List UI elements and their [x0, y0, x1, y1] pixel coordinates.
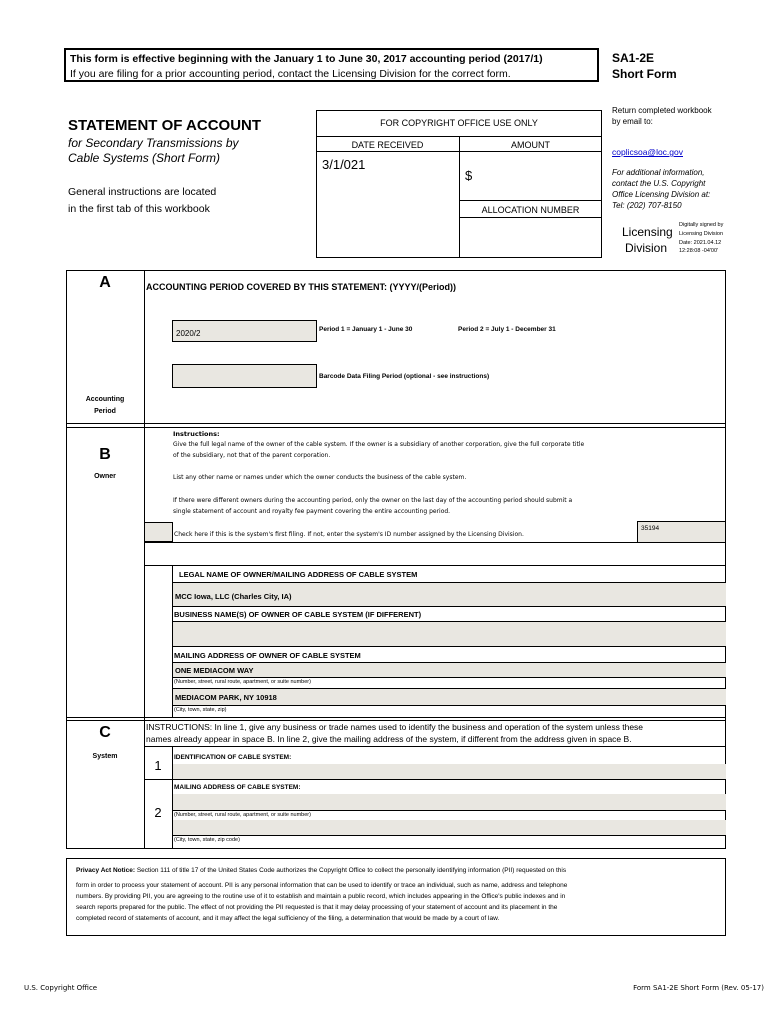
section-a-letter: A — [99, 274, 111, 291]
system-identification-field[interactable] — [173, 764, 726, 779]
mailing-line-1-field[interactable] — [173, 663, 726, 677]
signature-detail-3: Date: 2021.04.12 — [679, 240, 722, 246]
form-name: Short Form — [612, 67, 677, 81]
signature-name-1: Licensing — [622, 225, 673, 239]
form-code: SA1-2E — [612, 51, 655, 65]
system-mailing-line-1-field[interactable] — [173, 794, 726, 810]
signature-detail-2: Licensing Division — [679, 231, 724, 237]
page-subtitle-2: Cable Systems (Short Form) — [68, 151, 221, 165]
business-names-field[interactable] — [173, 622, 726, 646]
amount-value[interactable]: $ — [465, 168, 473, 183]
system-identification-label: IDENTIFICATION OF CABLE SYSTEM: — [174, 754, 292, 761]
mailing-line-2-value: MEDIACOM PARK, NY 10918 — [175, 693, 277, 702]
footer-right: Form SA1-2E Short Form (Rev. 05-17) — [633, 984, 764, 992]
owner-instruction-3a: If there were different owners during the accounting period, only the owner on the last day of the accounting period should submit a — [173, 497, 573, 504]
section-a-label-1: Accounting — [85, 396, 125, 403]
contact-info-1: For additional information, — [612, 168, 705, 177]
system-id-field[interactable] — [637, 521, 726, 543]
mailing-address-label: MAILING ADDRESS OF OWNER OF CABLE SYSTEM — [174, 651, 361, 660]
allocation-number-label: ALLOCATION NUMBER — [481, 205, 580, 215]
privacy-notice-line-2: form in order to process your statement of account. PII is any personal information that can be used to identify or trace an individual, such as name, address and telephone — [76, 882, 568, 889]
signature-name-2: Division — [625, 241, 668, 255]
signature-detail-1: Digitally signed by — [679, 222, 724, 228]
legal-name-header: LEGAL NAME OF OWNER/MAILING ADDRESS OF CABLE SYSTEM — [179, 570, 418, 579]
system-id-value: 35194 — [641, 525, 660, 532]
mailing-line-1-value: ONE MEDIACOM WAY — [175, 666, 254, 675]
privacy-notice-line-5: completed record of statements of account, and it may affect the legal sufficiency of the filing, a determination that would be made by a court of law. — [76, 915, 500, 922]
legal-name-field[interactable] — [173, 583, 726, 606]
section-b-letter: B — [99, 446, 111, 463]
owner-instruction-1a: Give the full legal name of the owner of the cable system. If the owner is a subsidiary of another corporation, give the full corporate title — [173, 441, 585, 448]
system-line-1-number: 1 — [154, 758, 162, 773]
office-use-header: FOR COPYRIGHT OFFICE USE ONLY — [380, 118, 538, 128]
owner-instruction-3b: single statement of account and royalty fee payment covering the entire accounting period. — [173, 508, 451, 515]
page-title: STATEMENT OF ACCOUNT — [68, 117, 262, 134]
return-note-1: Return completed workbook — [612, 106, 712, 115]
instructions-note-2: in the first tab of this workbook — [68, 203, 210, 215]
privacy-notice-line-1: Section 111 of title 17 of the United States Code authorizes the Copyright Office to collect the personally identifying information (PII) requested on this — [135, 867, 567, 874]
period-1-note: Period 1 = January 1 - June 30 — [319, 326, 413, 333]
accounting-period-field[interactable] — [172, 320, 317, 342]
return-note-2: by email to: — [612, 117, 653, 126]
page-subtitle-1: for Secondary Transmissions by — [68, 136, 239, 150]
owner-instructions-title: Instructions: — [173, 430, 220, 438]
system-instructions-a: INSTRUCTIONS: In line 1, give any business or trade names used to identify the business and operation of the system unless these — [146, 722, 644, 732]
instructions-note-1: General instructions are located — [68, 186, 217, 198]
privacy-notice — [66, 858, 726, 936]
email-link[interactable]: coplicsoa@loc.gov — [612, 147, 683, 157]
system-mailing-label: MAILING ADDRESS OF CABLE SYSTEM: — [174, 784, 301, 791]
period-2-note: Period 2 = July 1 - December 31 — [458, 326, 556, 333]
signature-block — [622, 222, 742, 262]
first-filing-checkbox[interactable] — [144, 522, 173, 542]
contact-info-3: Office Licensing Division at: — [612, 190, 711, 199]
business-names-label: BUSINESS NAME(S) OF OWNER OF CABLE SYSTEM (IF DIFFERENT) — [174, 610, 422, 619]
section-a-label-2: Period — [94, 408, 116, 415]
contact-info-2: contact the U.S. Copyright — [612, 179, 706, 188]
section-b-label: Owner — [94, 473, 116, 480]
date-received-label: DATE RECEIVED — [351, 140, 424, 150]
notice-line-1: This form is effective beginning with the January 1 to June 30, 2017 accounting period (2017/1) — [70, 53, 543, 65]
signature-detail-4: 12:28:08 -04'00' — [679, 248, 719, 254]
barcode-period-field[interactable] — [172, 364, 317, 388]
mailing-line-2-hint: (City, town, state, zip) — [174, 707, 227, 713]
system-mailing-hint-2: (City, town, state, zip code) — [174, 837, 240, 843]
privacy-notice-label: Privacy Act Notice: — [76, 867, 136, 874]
system-mailing-line-2-field[interactable] — [173, 820, 726, 835]
privacy-notice-line-4: search reports prepared for the public. The effect of not providing the PII requested is that it may delay processing of your statement of account and its placement in the — [76, 904, 558, 911]
amount-label: AMOUNT — [511, 140, 550, 150]
system-line-2-number: 2 — [154, 805, 162, 820]
first-filing-label: Check here if this is the system's first filing. If not, enter the system's ID number assigned by the Licensing Division. — [174, 531, 524, 538]
barcode-period-label: Barcode Data Filing Period (optional - see instructions) — [319, 373, 490, 380]
notice-line-2: If you are filing for a prior accounting period, contact the Licensing Division for the correct form. — [70, 68, 511, 80]
mailing-line-2-field[interactable] — [173, 689, 726, 705]
section-c-letter: C — [99, 724, 111, 741]
accounting-period-value: 2020/2 — [176, 329, 201, 338]
system-mailing-hint-1: (Number, street, rural route, apartment, or suite number) — [174, 812, 311, 818]
legal-name-value: MCC Iowa, LLC (Charles City, IA) — [175, 592, 292, 601]
section-c-label: System — [92, 753, 118, 760]
effective-notice — [64, 48, 599, 82]
section-a-heading: ACCOUNTING PERIOD COVERED BY THIS STATEMENT: (YYYY/(Period)) — [146, 282, 457, 292]
mailing-line-1-hint: (Number, street, rural route, apartment, or suite number) — [174, 679, 311, 685]
contact-phone: Tel: (202) 707-8150 — [612, 201, 682, 210]
date-received-value[interactable]: 3/1/021 — [322, 157, 366, 172]
owner-instruction-2: List any other name or names under which the owner conducts the business of the cable system. — [173, 474, 467, 481]
owner-instruction-1b: of the subsidiary, not that of the parent corporation. — [173, 452, 331, 459]
system-instructions-b: names already appear in space B. In line 2, give the mailing address of the system, if different from the address given in space B. — [146, 734, 632, 744]
footer-left: U.S. Copyright Office — [24, 984, 98, 992]
privacy-notice-line-3: numbers. By providing PII, you are agreeing to the routine use of it to establish and maintain a public record, which includes appearing in the Office's public indexes and in — [76, 893, 566, 900]
